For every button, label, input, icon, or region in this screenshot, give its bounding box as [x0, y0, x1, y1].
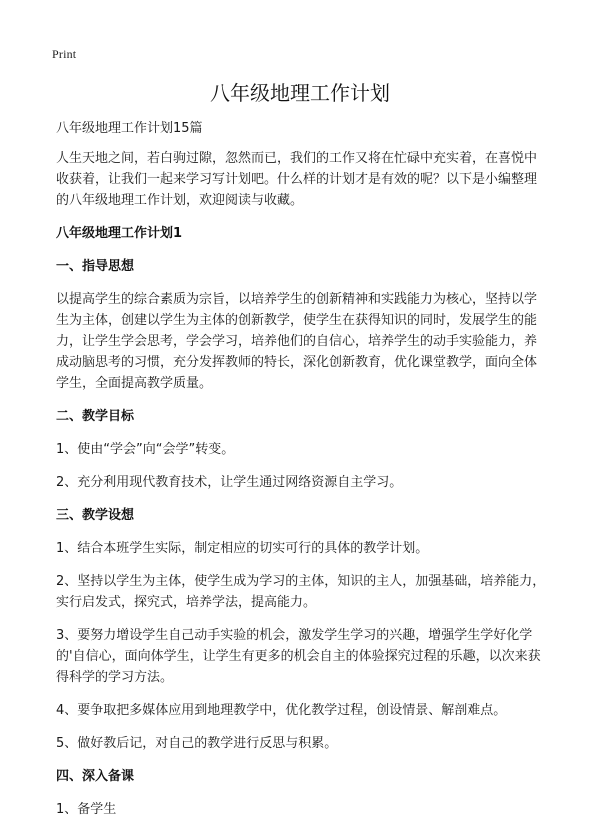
document-subtitle: 八年级地理工作计划15篇 [56, 121, 203, 136]
print-link[interactable]: Print [52, 47, 77, 61]
intro-paragraph: 人生天地之间，若白驹过隙，忽然而已，我们的工作又将在忙碌中充实着，在喜悦中收获着，让我们一起来学习写计划吧。什么样的计划才是有效的呢？以下是小编整理的八年级地理工作计划，欢迎阅读与收藏。 [56, 151, 538, 208]
section-heading-lesson-prep: 四、深入备课 [56, 769, 135, 784]
section-heading-teaching-goals: 二、教学目标 [56, 409, 135, 424]
section-paragraph: 以提高学生的综合素质为宗旨，以培养学生的创新精神和实践能力为核心，坚持以学生为主体，创建以学生为主体的创新教学，使学生在获得知识的同时，发展学生的能力，让学生学会思考，学会学习，培养他们的自信心，培养学生的动手实验能力，养成动脑思考的习惯，充分发挥教师的特长，深化创新教育，优化课堂教学，面向全体学生，全面提高教学质量。 [56, 292, 538, 391]
section-paragraph: 2、坚持以学生为主体，使学生成为学习的主体，知识的主人，加强基础，培养能力，实行启发式，探究式，培养学法，提高能力。 [56, 574, 546, 610]
section-paragraph: 1、备学生 [56, 802, 117, 817]
document-body [56, 118, 548, 832]
section-paragraph: 4、要争取把多媒体应用到地理教学中，优化教学过程，创设情景、解剖难点。 [56, 703, 507, 718]
section-paragraph: 5、做好教后记，对自己的教学进行反思与积累。 [56, 736, 338, 751]
section-paragraph: 1、使由“学会”向“会学”转变。 [56, 442, 235, 457]
section-paragraph: 3、要努力增设学生自己动手实验的机会，激发学生学习的兴趣，增强学生学好化学的'自信心，面向体学生，让学生有更多的机会自主的体验探究过程的乐趣，以次来获得科学的学习方法。 [56, 628, 541, 685]
section-paragraph: 1、结合本班学生实际，制定相应的切实可行的具体的教学计划。 [56, 541, 429, 556]
section-paragraph: 2、充分利用现代教育技术，让学生通过网络资源自主学习。 [56, 475, 403, 490]
section-heading-guiding-ideology: 一、指导思想 [56, 259, 135, 274]
section-heading-teaching-ideas: 三、教学设想 [56, 508, 135, 523]
plan-heading: 八年级地理工作计划1 [56, 226, 183, 241]
page-title: 八年级地理工作计划 [210, 81, 390, 105]
